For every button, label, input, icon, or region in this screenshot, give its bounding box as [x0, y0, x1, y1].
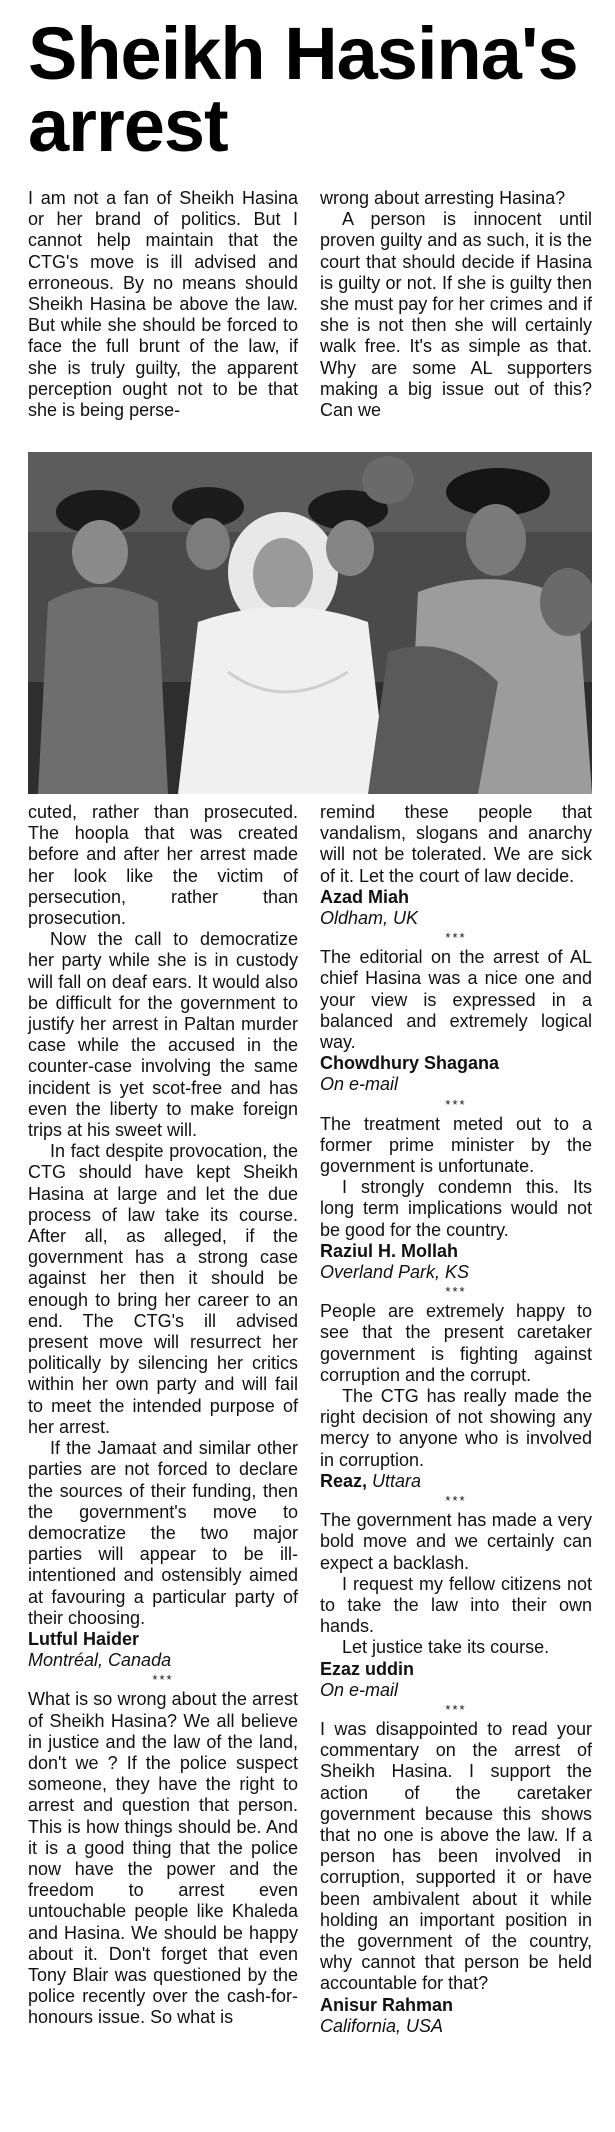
author-name: Raziul H. Mollah [320, 1240, 459, 1261]
letter-paragraph: I strongly condemn this. Its long term implications would not be good for the country. [320, 1177, 592, 1240]
letter-paragraph: The government has made a very bold move and we certainly can expect a backlash. [320, 1510, 592, 1573]
author-location: On e-mail [320, 1679, 399, 1700]
news-photo [28, 452, 592, 794]
author-name: Anisur Rahman [320, 1994, 454, 2015]
author-location: On e-mail [320, 1074, 399, 1095]
author-name: Reaz, [320, 1470, 368, 1491]
letter-paragraph: If the Jamaat and similar other parties are not forced to declare the sources of their funding, then the government's move to democratize the two major parties will appear to be ill-intentioned and ostensibly aimed at favouring a particular party of their choosing. [28, 1438, 298, 1628]
author-location: Uttara [372, 1470, 422, 1491]
letter-paragraph: Now the call to democratize her party while she is in custody will fall on deaf ears. It would also be difficult for the government to justify her arrest in Paltan murder case while the accused in the counter-case involving the same incident is yet scot-free and has even the liberty to make foreign trips at his sweet will. [28, 929, 298, 1141]
letter-paragraph: I request my fellow citizens not to take the law into their own hands. [320, 1573, 592, 1637]
author-location: Overland Park, KS [320, 1262, 470, 1283]
author-name: Ezaz uddin [320, 1658, 414, 1679]
letter-paragraph: In fact despite provocation, the CTG should have kept Sheikh Hasina at large and let the due process of law take its course. After all, as alleged, if the government has a strong case against her then it should be enough to bring her career to an end. The CTG's ill advised present move will resurrect her politically by silencing her critics within her own party and will fail to meet the intended purpose of her arrest. [28, 1141, 298, 1437]
letter-paragraph: People are extremely happy to see that the present caretaker government is fighting against corruption and the corrupt. [320, 1301, 592, 1385]
column-1-top [28, 188, 298, 421]
author-name: Lutful Haider [28, 1628, 139, 1649]
separator: *** [445, 1701, 467, 1717]
author-location: Oldham, UK [320, 908, 419, 929]
column-2-top [320, 188, 592, 421]
separator: *** [152, 1672, 174, 1688]
separator: *** [445, 1284, 467, 1300]
letter-paragraph: The CTG has really made the right decision of not showing any mercy to anyone who is involved in corruption. [320, 1386, 592, 1470]
author-line [320, 1471, 592, 1492]
headline: Sheikh Hasina's arrest [28, 12, 578, 167]
letter-paragraph: I am not a fan of Sheikh Hasina or her brand of politics. But I cannot help maintain that the CTG's move is ill advised and erroneous. By no means should Sheikh Hasina be above the law. But while she should be forced to face the full brunt of the law, if she is truly guilty, the apparent perception ought not to be that she is being perse- [28, 188, 298, 421]
letter-paragraph: I was disappointed to read your commentary on the arrest of Sheikh Hasina. I support the action of the caretaker government because this shows that no one is above the law. If a person has been involved in corruption, supported it or have been ambivalent about it while holding an important position in the government of the country, why cannot that person be held accountable for that? [320, 1718, 592, 1994]
separator: *** [445, 930, 467, 946]
author-location: Montréal, Canada [28, 1650, 172, 1671]
column-1-bottom [28, 802, 298, 2029]
column-2-bottom [320, 802, 592, 2037]
letter-paragraph: cuted, rather than prosecuted. The hoopla that was created before and after her arrest made her look like the victim of persecution, rather than prosecution. [28, 802, 298, 929]
letter-paragraph: Let justice take its course. [342, 1637, 550, 1658]
author-location: California, USA [320, 2015, 444, 2036]
letter-paragraph: wrong about arresting Hasina? [320, 188, 566, 208]
separator: *** [445, 1493, 467, 1509]
letter-paragraph: The editorial on the arrest of AL chief Hasina was a nice one and your view is expressed in a balanced and extremely logical way. [320, 947, 592, 1053]
letter-paragraph: remind these people that vandalism, slogans and anarchy will not be tolerated. We are sick of it. Let the court of law decide. [320, 802, 592, 886]
letter-paragraph: What is so wrong about the arrest of Sheikh Hasina? We all believe in justice and the law of the land, don't we ? If the police suspect someone, they have the right to arrest and question that person. This is how things should be. And it is a good thing that the police now have the power and the freedom to arrest even untouchable people like Khaleda and Hasina. We should be happy about it. Don't forget that even Tony Blair was questioned by the police recently over the cash-for-honours issue. So what is [28, 1689, 298, 2028]
letter-paragraph: A person is innocent until proven guilty and as such, it is the court that should decide if Hasina is guilty or not. If she is guilty then she must pay for her crimes and if she is not then she will certainly walk free. It's as simple as that. Why are some AL supporters making a big issue out of this? Can we [320, 209, 592, 421]
author-name: Chowdhury Shagana [320, 1053, 500, 1074]
photo-illustration [28, 452, 592, 794]
author-name: Azad Miah [320, 886, 410, 907]
separator: *** [445, 1096, 467, 1112]
letter-paragraph: The treatment meted out to a former prime minister by the government is unfortunate. [320, 1113, 592, 1177]
